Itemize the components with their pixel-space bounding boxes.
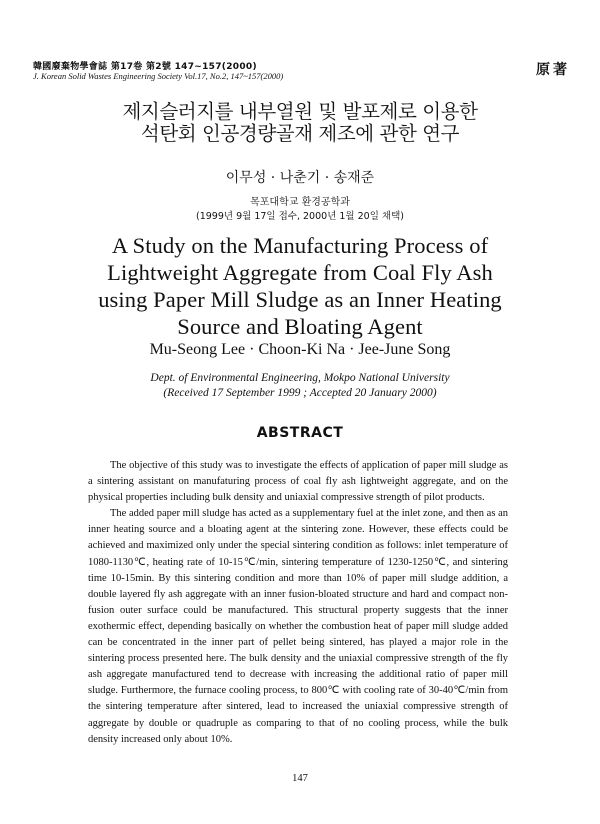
english-title-line: using Paper Mill Sludge as an Inner Heating — [98, 287, 502, 312]
english-title — [0, 232, 600, 340]
english-title-line: Source and Bloating Agent — [177, 314, 423, 339]
english-dates: (Received 17 September 1999 ; Accepted 20 January 2000) — [163, 387, 437, 399]
article-category: 原著 — [536, 62, 570, 78]
abstract-heading: ABSTRACT — [256, 425, 344, 441]
korean-title — [0, 101, 600, 145]
journal-citation-english: J. Korean Solid Wastes Engineering Society Vol.17, No.2, 147~157(2000) — [33, 71, 284, 81]
english-title-line: Lightweight Aggregate from Coal Fly Ash — [107, 260, 493, 285]
abstract-paragraph: The objective of this study was to investigate the effects of application of paper mill sludge as a sintering assistant on manufaturing process of coal fly ash lightweight aggregate, and on the physical properties including bulk density and uniaxial compressive strength of pilot products. — [88, 460, 508, 504]
korean-affiliation: 목포대학교 환경공학과 — [250, 197, 350, 208]
english-title-line: A Study on the Manufacturing Process of — [111, 233, 489, 258]
english-authors: Mu-Seong Lee · Choon-Ki Na · Jee-June Song — [149, 341, 451, 358]
korean-title-line: 제지슬러지를 내부열원 및 발포제로 이용한 — [122, 100, 478, 123]
korean-dates: (1999년 9월 17일 접수, 2000년 1월 20일 채택) — [196, 211, 404, 222]
korean-authors: 이무성 · 나춘기 · 송재준 — [225, 170, 375, 186]
journal-citation-korean: 韓國廢棄物學會誌 第17卷 第2號 147~157(2000) — [33, 62, 257, 72]
korean-title-line: 석탄회 인공경량골재 제조에 관한 연구 — [140, 122, 460, 145]
english-affiliation-block — [0, 371, 600, 401]
page-number: 147 — [292, 773, 308, 784]
abstract-paragraph: The added paper mill sludge has acted as a supplementary fuel at the inlet zone, and then as an inner heating source and a bloating agent at the sintering zone. However, these effects could be achieved and maximized only under the special sintering condition as follows: inlet temperature of 1080-1130℃, heating rate of 10-15℃/min, sintering temperature of 1230-1250℃, and sintering time 10-15min. By this sintering condition and more than 10% of paper mill sludge addition, a double layered fly ash aggregate with an inner fusion-bloated structure and hard and compact non-fusion outer surface could be manufactured. This structural property suggests that the inner exothermic effect, depending basically on whether the combustion heat of paper mill sludge added can be concentrated in the inner part of pellet being sintered, has played a major role in the sintering process presented here. The bulk density and the uniaxial compressive strength of the fly ash aggregate manufactured tend to decrease with increasing the additional ratio of paper mill sludge. Furthermore, the furnace cooling process, to 800℃ with cooling rate of 30-40℃/min from the sintering temperature after sintered, lead to increased the uniaxial compressive strength of aggregate by double or quadruple as comparing to that of no cooling process, while the bulk density increased only about 10%. — [88, 508, 508, 745]
english-affiliation: Dept. of Environmental Engineering, Mokpo National University — [150, 372, 450, 384]
abstract-body — [88, 458, 508, 748]
